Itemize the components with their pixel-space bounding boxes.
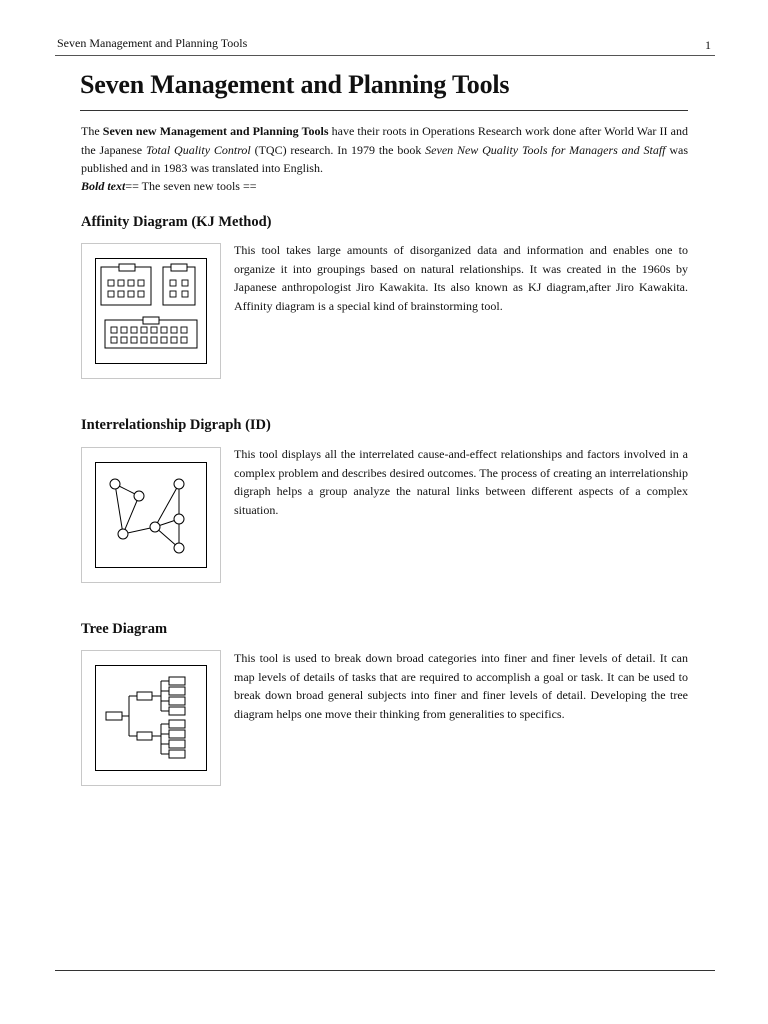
- heading-tree-diagram: Tree Diagram: [81, 621, 168, 637]
- intro-text-4: was published and in 1983 was translated into English.: [81, 142, 689, 175]
- affinity-diagram-illustration: [95, 258, 207, 364]
- intro-text-2: have their roots in Operations Research work done after World War II and the Japanese: [81, 124, 689, 157]
- bold-text-label: Bold text: [81, 179, 126, 193]
- affinity-diagram-figure: [81, 243, 221, 379]
- tree-diagram-illustration: [95, 665, 207, 771]
- intro-italic-tqc: Total Quality Control: [145, 142, 251, 157]
- intro-italic-book: Seven New Quality Tools for Managers and Staff: [425, 142, 666, 157]
- affinity-diagram-description: This tool takes large amounts of disorganized data and information and enables one to organize it into groupings based on natural relationships. It was created in the 1960s by Japanese anthropologist Jiro Kawakita. Its also known as KJ diagram,after Jiro Kawakita. Affinity diagram is a special kind of brainstorming tool.: [234, 243, 688, 313]
- header-divider: [55, 55, 715, 56]
- heading-affinity-diagram: Affinity Diagram (KJ Method): [81, 214, 272, 230]
- bold-text-rest: == The seven new tools ==: [125, 179, 257, 193]
- interrelationship-digraph-illustration: [95, 462, 207, 568]
- title-divider: [80, 110, 688, 111]
- bold-text-line: [81, 179, 257, 194]
- tree-diagram-figure: [81, 650, 221, 786]
- heading-interrelationship-digraph: Interrelationship Digraph (ID): [81, 417, 271, 433]
- tree-diagram-description: This tool is used to break down broad categories into finer and finer levels of detail. It can map levels of details of tasks that are required to accomplish a goal or task. It can be used to break down broad general subjects into finer and finer levels of detail. Developing the tree diagram helps one move their thinking from generalities to specifics.: [234, 651, 688, 721]
- intro-text-3: (TQC) research. In 1979 the book: [250, 142, 426, 157]
- intro-text-1: The: [81, 124, 103, 138]
- page-number: 1: [705, 38, 711, 52]
- interrelationship-digraph-figure: [81, 447, 221, 583]
- intro-bold-term: Seven new Management and Planning Tools: [102, 124, 329, 138]
- interrelationship-digraph-description: This tool displays all the interrelated cause-and-effect relationships and factors involved in a complex problem and describes desired outcomes. The process of creating an interrelationship digraph helps a group analyze the natural links between different aspects of a complex situation.: [234, 447, 688, 517]
- intro-paragraph: [81, 122, 688, 178]
- page-title: Seven Management and Planning Tools: [80, 70, 510, 99]
- running-header-title: Seven Management and Planning Tools: [57, 36, 248, 50]
- footer-divider: [55, 970, 715, 971]
